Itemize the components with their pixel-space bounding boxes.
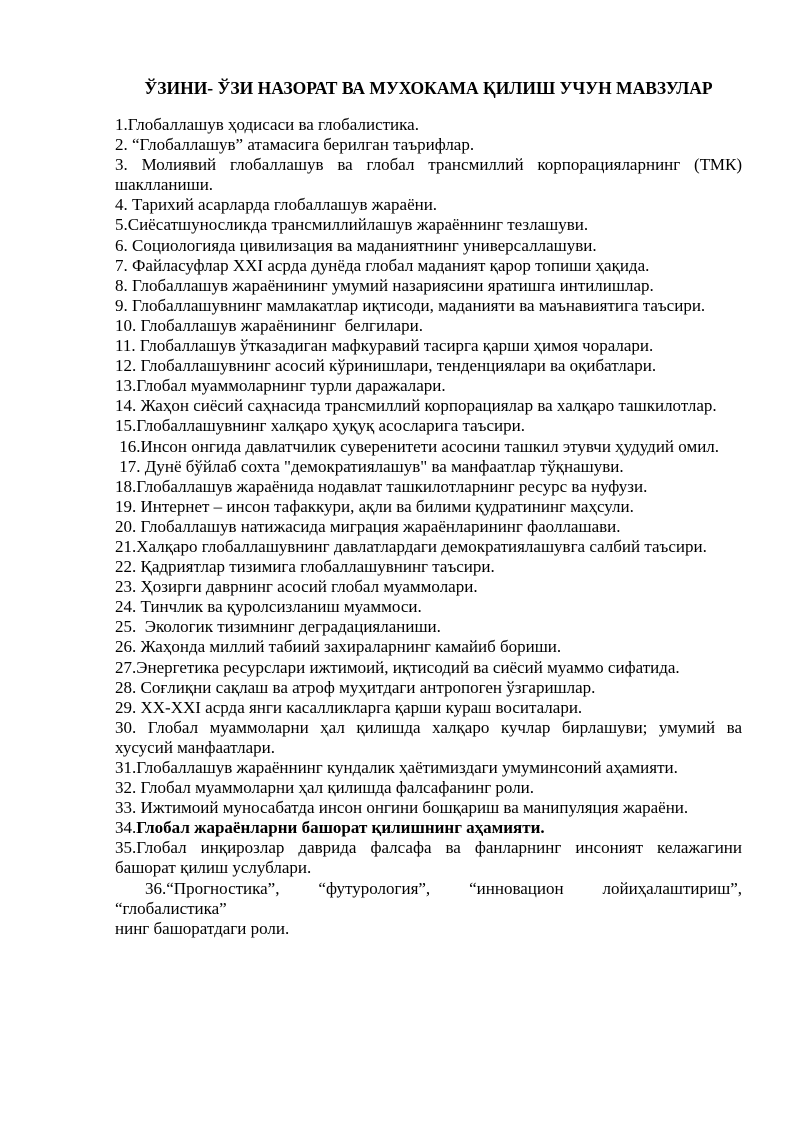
topic-line: хусусий манфаатлари.	[115, 737, 275, 757]
topic-item: 19. Интернет – инсон тафаккури, ақли ва билими қудратининг маҳсули.	[115, 496, 634, 516]
page-title: ЎЗИНИ- ЎЗИ НАЗОРАТ ВА МУХОКАМА ҚИЛИШ УЧУН МАВЗУЛАР	[144, 78, 713, 98]
topic-item: 17. Дунё бўйлаб сохта "демократиялашув" ва манфаатлар тўқнашуви.	[115, 456, 624, 476]
topic-item	[115, 818, 742, 838]
topic-line: шаклланиши.	[115, 175, 214, 195]
topic-item: 8. Глобаллашув жараёнининг умумий назариясини яратишга интилишлар.	[115, 275, 654, 295]
topic-emphasis: Глобал жараёнларни башорат қилишнинг аҳамияти.	[136, 818, 545, 838]
topic-item: 25. Экологик тизимнинг деградацияланиши.	[115, 617, 441, 637]
topic-item: 9. Глобаллашувнинг мамлакатлар иқтисоди, маданияти ва маънавиятига таъсири.	[115, 295, 706, 315]
topic-item: 27.Энергетика ресурслари ижтимоий, иқтисодий ва сиёсий муаммо сифатида.	[115, 657, 680, 677]
topic-item: 5.Сиёсатшуносликда трансмиллийлашув жараённинг тезлашуви.	[115, 215, 589, 235]
topic-item: 22. Қадриятлар тизимига глобаллашувнинг таъсири.	[115, 557, 495, 577]
topic-line: 30. Глобал муаммоларни ҳал қилишда халқаро кучлар бирлашуви; умумий ва	[115, 717, 742, 737]
topic-item: 21.Халқаро глобаллашувнинг давлатлардаги демократиялашувга салбий таъсири.	[115, 536, 707, 556]
topic-item: 6. Социологияда цивилизация ва маданиятнинг универсаллашуви.	[115, 235, 597, 255]
topic-line: нинг башоратдаги роли.	[115, 918, 290, 938]
topic-item: 15.Глобаллашувнинг халқаро ҳуқуқ асосларига таъсири.	[115, 416, 525, 436]
topic-line: “глобалистика”	[115, 898, 227, 918]
topic-item: 1.Глобаллашув ҳодисаси ва глобалистика.	[115, 115, 419, 134]
topic-item	[115, 718, 742, 758]
topic-item: 16.Инсон онгида давлатчилик суверенитети асосини ташкил этувчи ҳудудий омил.	[115, 436, 720, 456]
topic-item: 29. XX-XXI асрда янги касалликларга қарши кураш воситалари.	[115, 697, 583, 717]
topic-item: 26. Жаҳонда миллий табиий захираларнинг камайиб бориши.	[115, 637, 562, 657]
topic-item: 10. Глобаллашув жараёнининг белгилари.	[115, 315, 424, 335]
topic-item: 12. Глобаллашувнинг асосий кўринишлари, тенденциялари ва оқибатлари.	[115, 356, 657, 376]
topic-item: 20. Глобаллашув натижасида миграция жараёнларининг фаоллашави.	[115, 516, 621, 536]
topic-item: 23. Ҳозирги даврнинг асосий глобал муаммолари.	[115, 577, 478, 597]
topic-line: 35.Глобал инқирозлар даврида фалсафа ва фанларнинг инсоният келажагини	[115, 838, 742, 858]
topic-item: 33. Ижтимоий муносабатда инсон онгини бошқариш ва манипуляция жараёни.	[115, 798, 689, 818]
topic-line: 36.“Прогностика”, “футурология”, “инновацион лойиҳалаштириш”,	[145, 878, 742, 898]
topic-item: 31.Глобаллашув жараённинг кундалик ҳаётимиздаги умуминсоний аҳамияти.	[115, 758, 678, 777]
topic-item: 2. “Глобаллашув” атамасига берилган таърифлар.	[115, 135, 475, 155]
topic-item: 11. Глобаллашув ўтказадиган мафкуравий тасирга қарши ҳимоя чоралари.	[115, 336, 654, 356]
topic-item: 18.Глобаллашув жараёнида нодавлат ташкилотларнинг ресурс ва нуфузи.	[115, 476, 648, 496]
topic-item: 14. Жаҳон сиёсий саҳнасида трансмиллий корпорациялар ва халқаро ташкилотлар.	[115, 396, 717, 416]
topic-item: 7. Файласуфлар XXI асрда дунёда глобал маданият қарор топиши ҳақида.	[115, 255, 650, 275]
topic-list	[115, 115, 742, 939]
topic-item: 28. Соғлиқни сақлаш ва атроф муҳитдаги антропоген ўзгаришлар.	[115, 677, 596, 697]
topic-item: 13.Глобал муаммоларнинг турли даражалари.	[115, 376, 446, 396]
topic-item: 24. Тинчлик ва қуролсизланиш муаммоси.	[115, 597, 422, 617]
topic-item: 4. Тарихий асарларда глобаллашув жараёни.	[115, 195, 438, 215]
topic-item	[115, 879, 742, 939]
topic-item	[115, 838, 742, 878]
topic-number: 34.	[115, 818, 137, 838]
topic-line: 3. Молиявий глобаллашув ва глобал трансмиллий корпорацияларнинг (ТМК)	[115, 155, 742, 175]
topic-item	[115, 155, 742, 195]
topic-item: 32. Глобал муаммоларни ҳал қилишда фалсафанинг роли.	[115, 778, 535, 798]
topic-line: башорат қилиш услублари.	[115, 858, 312, 878]
document-page	[115, 78, 742, 939]
